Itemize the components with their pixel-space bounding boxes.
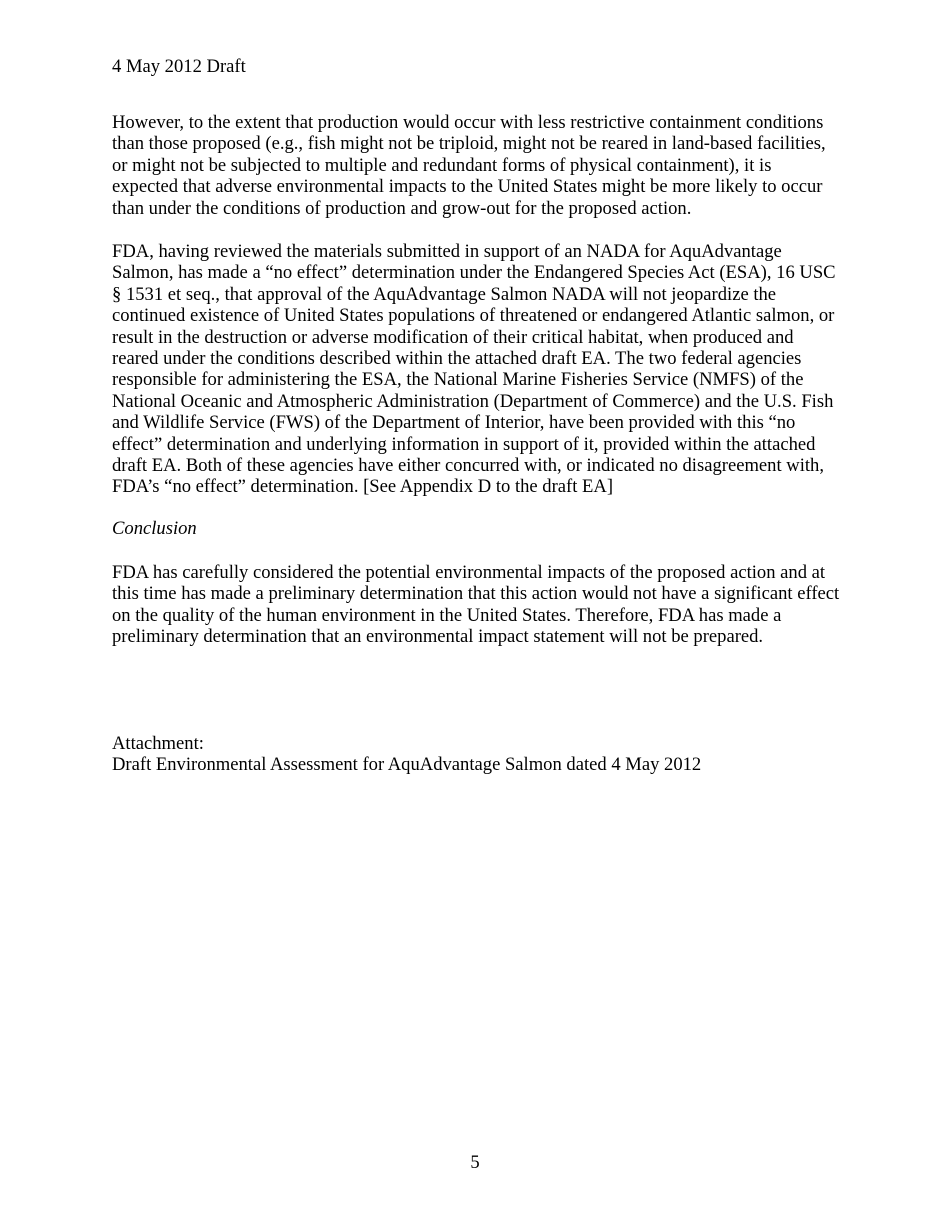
containment-impact-paragraph: However, to the extent that production would occur with less restrictive containment conditions than those proposed (e.g., fish might not be triploid, might not be reared in land-based facilities, or might not be subjected to multiple and redundant forms of physical containment), it is expected that adverse environmental impacts to the United States might be more likely to occur than under the conditions of production and grow-out for the proposed action. xyxy=(112,112,826,219)
page-number: 5 xyxy=(470,1152,480,1173)
conclusion-paragraph: FDA has carefully considered the potential environmental impacts of the proposed action and at this time has made a preliminary determination that this action would not have a significant effect on the quality of the human environment in the United States. Therefore, FDA has made a preliminary determination that an environmental impact statement will not be prepared. xyxy=(112,562,840,648)
esa-determination-paragraph: FDA, having reviewed the materials submitted in support of an NADA for AquAdvantage Salmon, has made a “no effect” determination under the Endangered Species Act (ESA), 16 USC § 1531 et seq., that approval of the AquAdvantage Salmon NADA will not jeopardize the continued existence of United States populations of threatened or endangered Atlantic salmon, or result in the destruction or adverse modification of their critical habitat, when produced and reared under the conditions described within the attached draft EA. The two federal agencies responsible for administering the ESA, the National Marine Fisheries Service (NMFS) of the National Oceanic and Atmospheric Administration (Department of Commerce) and the U.S. Fish and Wildlife Service (FWS) of the Department of Interior, have been provided with this “no effect” determination and underlying information in support of it, provided within the attached draft EA. Both of these agencies have either concurred with, or indicated no disagreement with, FDA’s “no effect” determination. [See Appendix D to the draft EA] xyxy=(112,241,836,498)
conclusion-heading: Conclusion xyxy=(112,518,197,539)
attachment-title: Draft Environmental Assessment for AquAdvantage Salmon dated 4 May 2012 xyxy=(112,754,702,775)
draft-date-header: 4 May 2012 Draft xyxy=(112,56,246,77)
attachment-label: Attachment: xyxy=(112,733,204,754)
